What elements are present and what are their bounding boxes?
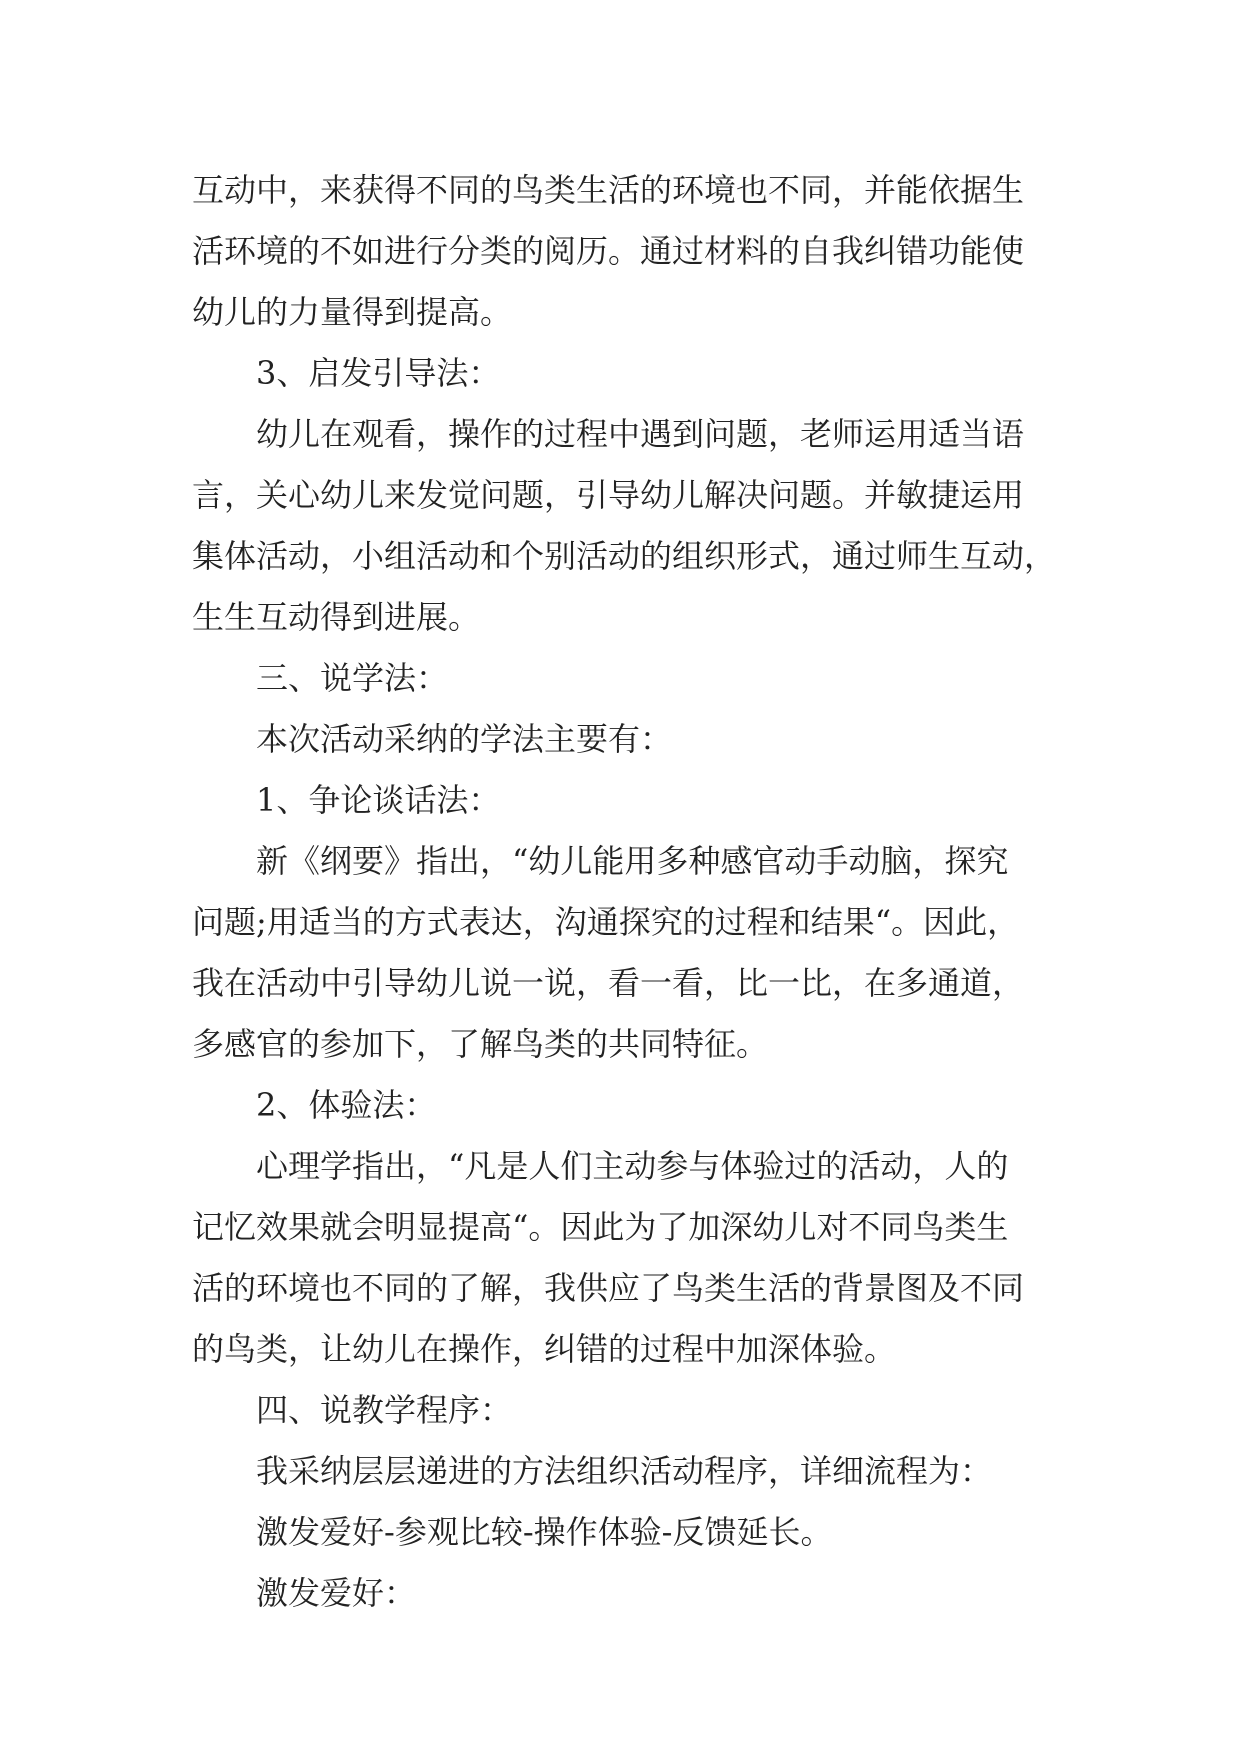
text-line: 记忆效果就会明显提高“。因此为了加深幼儿对不同鸟类生	[192, 1208, 1009, 1246]
text-line: 幼儿的力量得到提高。	[192, 293, 513, 331]
paragraph	[192, 404, 1057, 648]
text-line: 我在活动中引导幼儿说一说，看一看，比一比，在多通道，	[192, 964, 1025, 1002]
text-line: 生生互动得到进展。	[192, 598, 481, 636]
paragraph	[192, 770, 1052, 831]
text-line: 四、说教学程序：	[256, 1391, 513, 1429]
text-line: 本次活动采纳的学法主要有：	[256, 720, 673, 758]
paragraph	[192, 648, 1052, 709]
text-line: 活的环境也不同的了解，我供应了鸟类生活的背景图及不同	[192, 1269, 1025, 1307]
text-line: 问题;用适当的方式表达，沟通探究的过程和结果“。因此，	[192, 903, 1020, 941]
text-line: 集体活动，小组活动和个别活动的组织形式，通过师生互动，	[192, 537, 1057, 575]
text-line: 言，关心幼儿来发觉问题，引导幼儿解决问题。并敏捷运用	[192, 476, 1025, 514]
text-line: 新《纲要》指出，“幼儿能用多种感官动手动脑，探究	[256, 842, 1009, 880]
text-line: 1、争论谈话法：	[256, 781, 501, 819]
paragraph	[192, 1136, 1052, 1380]
paragraph	[192, 1441, 1052, 1502]
text-line: 2、体验法：	[256, 1086, 437, 1124]
text-line: 活环境的不如进行分类的阅历。通过材料的自我纠错功能使	[192, 232, 1025, 270]
paragraph	[192, 831, 1052, 1075]
text-line: 幼儿在观看，操作的过程中遇到问题，老师运用适当语	[256, 415, 1025, 453]
paragraph	[192, 709, 1052, 770]
text-line: 心理学指出，“凡是人们主动参与体验过的活动，人的	[256, 1147, 1009, 1185]
paragraph	[192, 1380, 1052, 1441]
paragraph	[192, 343, 1052, 404]
paragraph	[192, 1075, 1052, 1136]
paragraph	[192, 160, 1052, 343]
text-line: 激发爱好-参观比较-操作体验-反馈延长。	[256, 1513, 833, 1551]
paragraph	[192, 1502, 1052, 1563]
text-line: 的鸟类，让幼儿在操作，纠错的过程中加深体验。	[192, 1330, 897, 1368]
document-body	[192, 160, 1057, 1624]
text-line: 互动中，来获得不同的鸟类生活的环境也不同，并能依据生	[192, 171, 1025, 209]
text-line: 我采纳层层递进的方法组织活动程序，详细流程为：	[256, 1452, 993, 1490]
text-line: 三、说学法：	[256, 659, 449, 697]
paragraph	[192, 1563, 1052, 1624]
text-line: 3、启发引导法：	[256, 354, 501, 392]
text-line: 多感官的参加下，了解鸟类的共同特征。	[192, 1025, 769, 1063]
text-line: 激发爱好：	[256, 1574, 417, 1612]
